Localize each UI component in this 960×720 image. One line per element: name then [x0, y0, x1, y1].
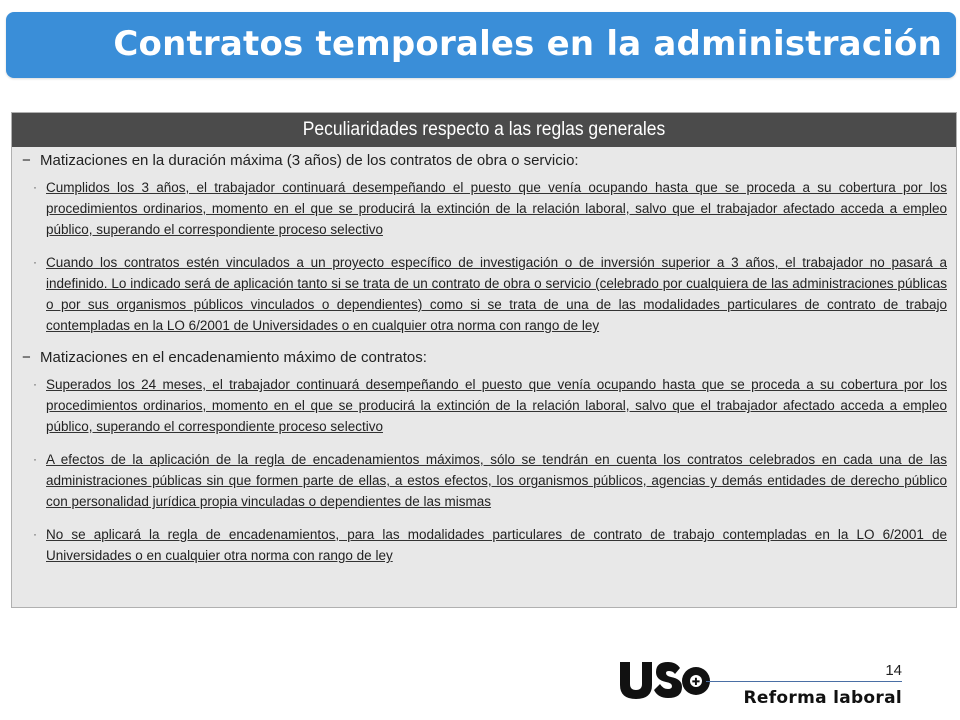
bullet-dot: ·: [33, 527, 37, 541]
list-item-text: No se aplicará la regla de encadenamientos, para las modalidades particulares de contrato de trabajo contempladas en la LO 6/2001 de Universidades o en cualquier otra norma con rango de ley: [46, 527, 947, 563]
list-item-text: Superados los 24 meses, el trabajador continuará desempeñando el puesto que venía ocupando hasta que se proceda a su cobertura por los procedimientos ordinarios, momento en el que se producirá la extinción de la relación laboral, salvo que el trabajador afectado acceda a empleo público, superando el correspondiente proceso selectivo: [46, 377, 947, 434]
section-heading: [12, 348, 956, 368]
section-heading-text: Matizaciones en el encadenamiento máximo de contratos:: [40, 349, 427, 366]
title-banner: [6, 12, 956, 78]
dash-bullet: −: [22, 349, 31, 366]
list-item-text: Cuando los contratos estén vinculados a un proyecto específico de investigación o de inversión superior a 3 años, el trabajador no pasará a indefinido. Lo indicado será de aplicación tanto si se trata de un contrato de obra o servicio (celebrado por cualquiera de las administraciones públicas o por sus organismos públicos vinculados o dependientes) como si se trata de una de las modalidades particulares de contrato de trabajo contempladas en la LO 6/2001 de Universidades o en cualquier otra norma con rango de ley: [46, 255, 947, 333]
bullet-dot: ·: [33, 255, 37, 269]
panel-content: [12, 151, 956, 578]
dash-bullet: −: [22, 152, 31, 169]
list-item-text: A efectos de la aplicación de la regla de encadenamientos máximos, sólo se tendrán en cuenta los contratos celebrados en cada una de las administraciones públicas sin que formen parte de ellas, a estos efectos, los organismos públicos, agencias y demás entidades de derecho público con personalidad jurídica propia vinculadas o dependientes de las mismas: [46, 452, 947, 509]
list-item: [12, 524, 956, 566]
footer-subtitle: Reforma laboral: [743, 688, 902, 708]
bullet-dot: ·: [33, 180, 37, 194]
list-item: [12, 252, 956, 336]
section-heading-text: Matizaciones en la duración máxima (3 años) de los contratos de obra o servicio:: [40, 152, 579, 169]
svg-text:✚: ✚: [691, 677, 701, 688]
panel-header-text: Peculiaridades respecto a las reglas generales: [302, 119, 666, 140]
bullet-dot: ·: [33, 377, 37, 391]
bullet-dot: ·: [33, 452, 37, 466]
list-item-text: Cumplidos los 3 años, el trabajador continuará desempeñando el puesto que venía ocupando hasta que se proceda a su cobertura por los procedimientos ordinarios, momento en el que se producirá la extinción de la relación laboral, salvo que el trabajador afectado acceda a empleo público, superando el correspondiente proceso selectivo: [46, 180, 947, 237]
list-item: [12, 177, 956, 240]
section-heading: [12, 151, 956, 171]
list-item: [12, 449, 956, 512]
panel-header: [12, 113, 956, 147]
list-item: [12, 374, 956, 437]
page-number: 14: [885, 662, 902, 679]
content-panel: [11, 112, 957, 608]
page-title: Contratos temporales en la administración: [113, 24, 942, 64]
uso-logo: [618, 660, 710, 700]
footer-divider: [706, 681, 902, 682]
